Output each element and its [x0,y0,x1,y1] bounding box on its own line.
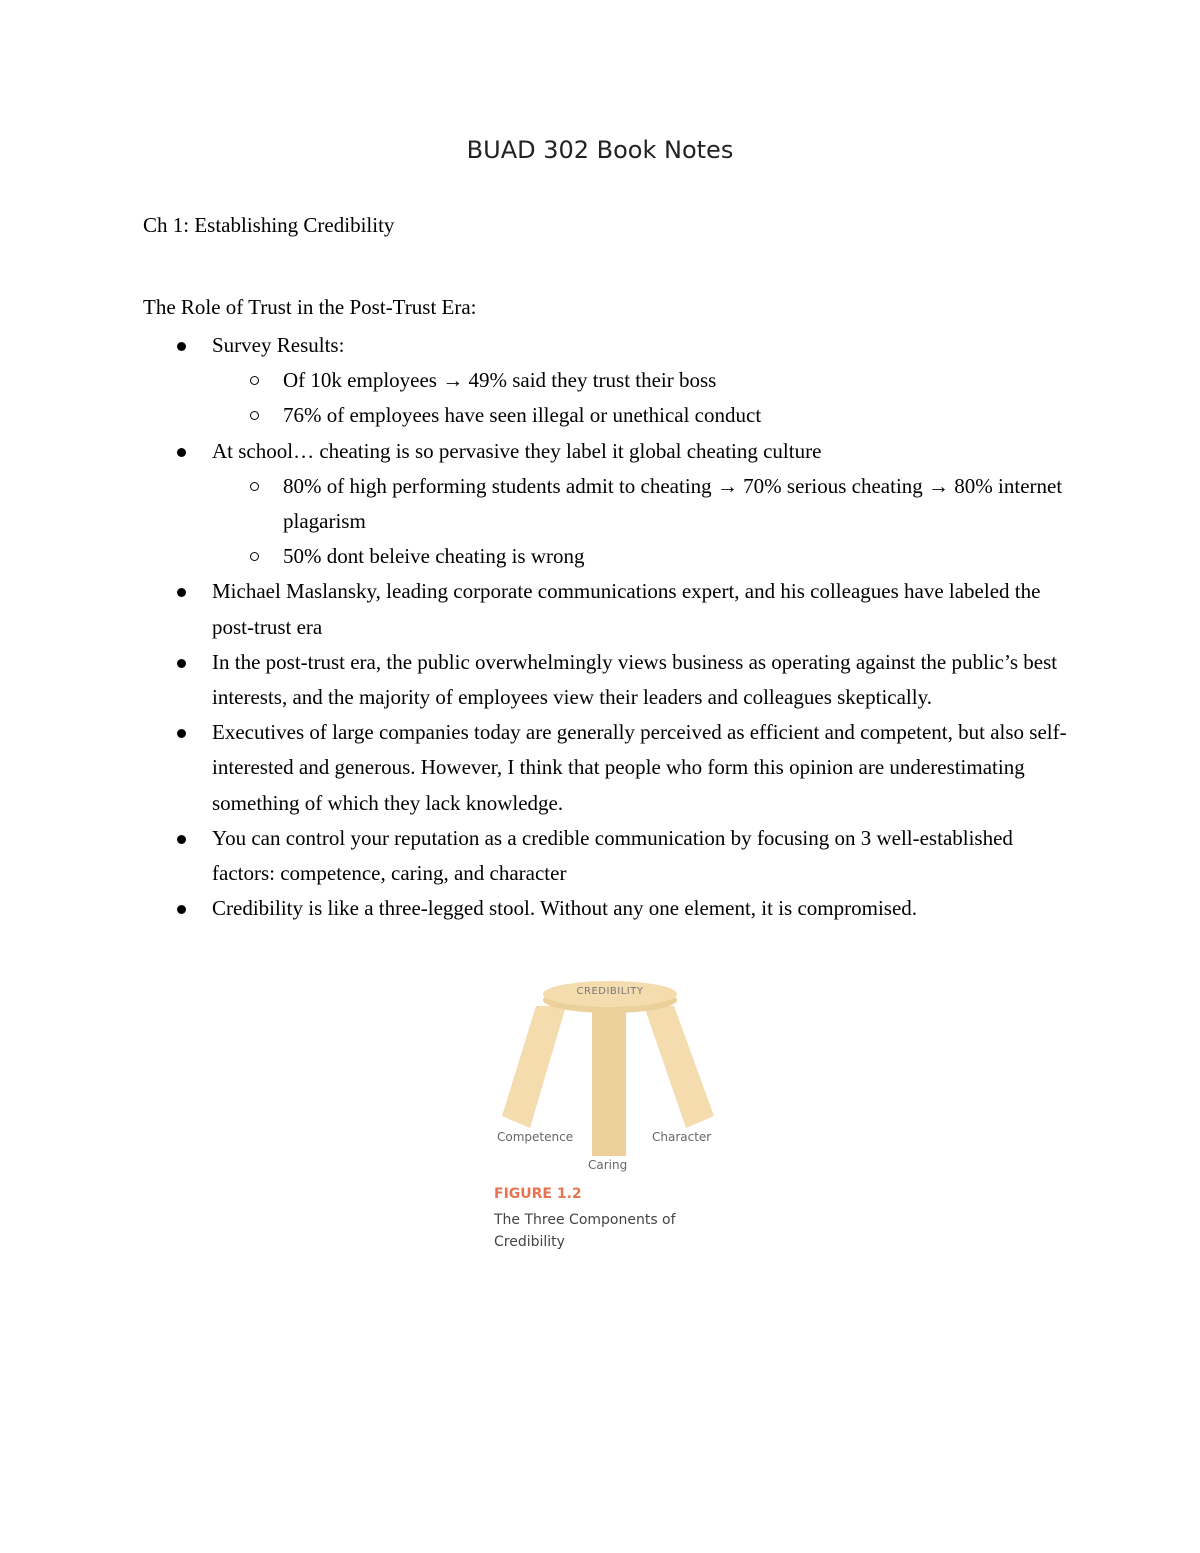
sub-list-item [212,469,1073,539]
list-item [143,574,1073,644]
list-item [143,715,1073,821]
leg-label-caring: Caring [588,1158,628,1172]
bullet-icon [177,729,186,738]
chapter-heading: Ch 1: Establishing Credibility [143,213,395,237]
figure-caption: The Three Components of Credibility [494,1212,676,1250]
list-item-text: You can control your reputation as a credible communication by focusing on 3 well-established factors: competence, caring, and character [212,825,1013,886]
list-item [143,645,1073,715]
sub-list-item-text: 76% of employees have seen illegal or unethical conduct [283,403,762,428]
bullet-icon [177,905,186,914]
list-item [143,328,1073,434]
list-item-text: At school… cheating is so pervasive they label it global cheating culture [212,438,822,463]
stool-leg-competence [502,1006,566,1128]
page-title: BUAD 302 Book Notes [466,136,734,164]
sub-list-item-text: Of 10k employees → 49% said they trust their boss [283,368,717,393]
sub-list [212,469,1073,575]
list-item-text: In the post-trust era, the public overwhelmingly views business as operating against the public’s best interests, and the majority of employees view their leaders and colleagues skeptically. [212,649,1058,710]
sub-list-item-text: 50% dont beleive cheating is wrong [283,544,585,569]
hollow-bullet-icon [250,376,259,385]
hollow-bullet-icon [250,482,259,491]
bullet-icon [177,342,186,351]
list-item [143,434,1073,575]
notes-list [143,328,1073,926]
hollow-bullet-icon [250,552,259,561]
list-item-text: Credibility is like a three-legged stool. Without any one element, it is compromised. [212,896,918,921]
bullet-icon [177,448,186,457]
bullet-icon [177,835,186,844]
list-item-text: Michael Maslansky, leading corporate communications expert, and his colleagues have labeled the post-trust era [212,579,1041,639]
list-item-text: Survey Results: [212,333,345,357]
sub-list-item-text: 80% of high performing students admit to cheating → 70% serious cheating → 80% internet plagarism [283,473,1063,534]
stool-illustration [480,970,740,1180]
leg-label-competence: Competence [497,1130,574,1144]
stool-leg-character [644,1006,714,1128]
list-item [143,891,1073,926]
bullet-icon [177,659,186,668]
stool-leg-caring [592,1010,626,1156]
list-item-text: Executives of large companies today are generally perceived as efficient and competent, but also self-interested and generous. However, I think that people who form this opinion are underestimating something of which they lack knowledge. [212,720,1067,815]
figure-number: FIGURE 1.2 [494,1186,582,1202]
leg-label-character: Character [652,1130,712,1144]
stool-seat-label: CREDIBILITY [576,986,644,997]
sub-list [212,363,1073,433]
bullet-icon [177,588,186,597]
section-heading: The Role of Trust in the Post-Trust Era: [143,295,477,319]
hollow-bullet-icon [250,411,259,420]
credibility-stool-figure [480,970,740,1260]
list-item [143,821,1073,891]
sub-list-item [212,398,1073,433]
sub-list-item [212,539,1073,574]
sub-list-item [212,363,1073,398]
